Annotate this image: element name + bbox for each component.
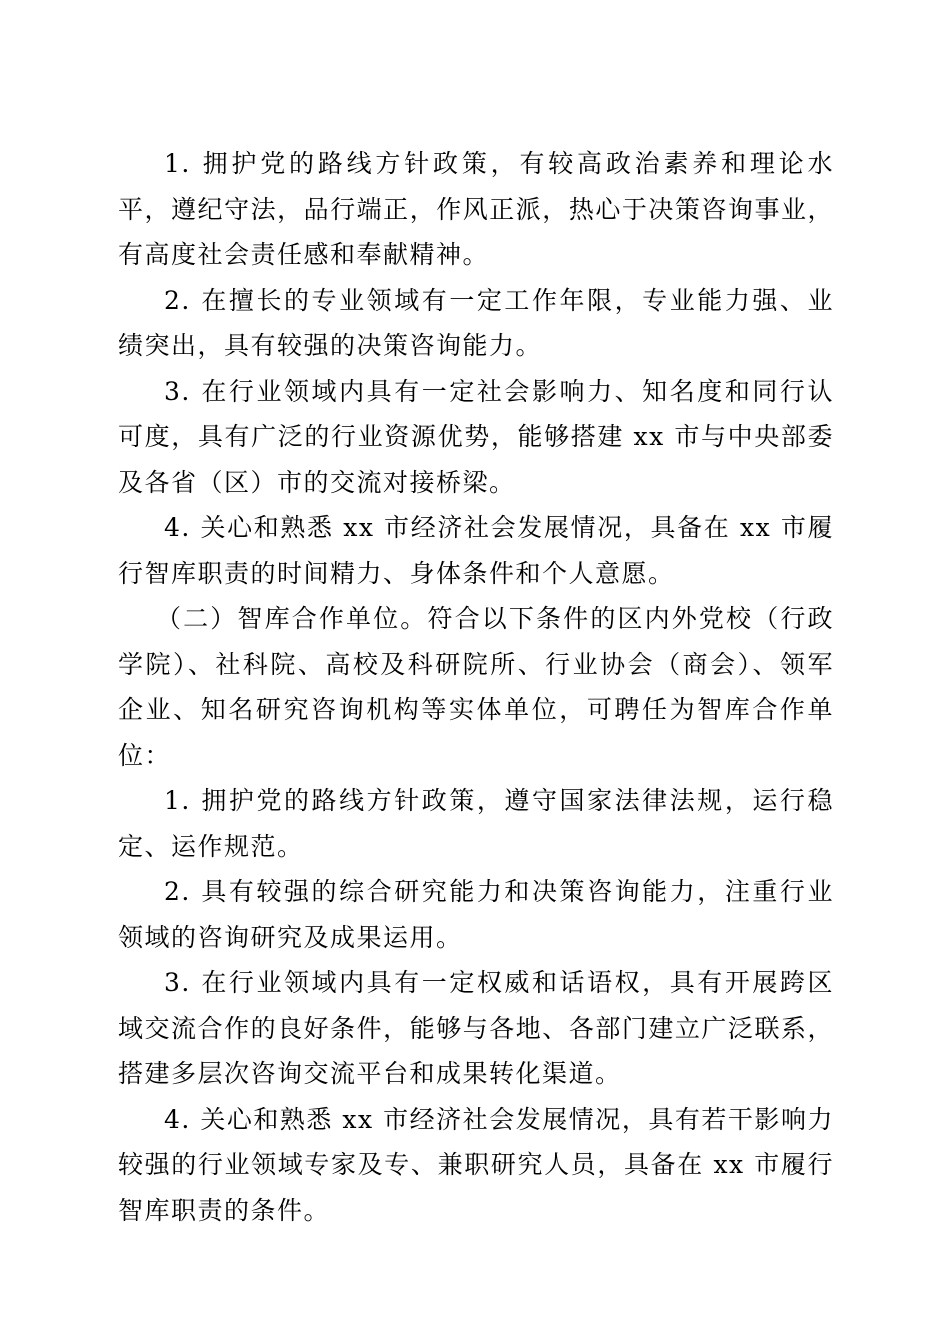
individual-criterion-3: 3. 在行业领域内具有一定社会影响力、知名度和同行认可度，具有广泛的行业资源优势，能够搭建 xx 市与中央部委及各省（区）市的交流对接桥梁。 xyxy=(118,376,834,497)
individual-criterion-1: 1. 拥护党的路线方针政策，有较高政治素养和理论水平，遵纪守法，品行端正，作风正派，热心于决策咨询事业，有高度社会责任感和奉献精神。 xyxy=(118,149,834,269)
unit-criterion-4: 4. 关心和熟悉 xx 市经济社会发展情况，具有若干影响力较强的行业领域专家及专、兼职研究人员，具备在 xx 市履行智库职责的条件。 xyxy=(118,1104,834,1225)
unit-criterion-2: 2. 具有较强的综合研究能力和决策咨询能力，注重行业领域的咨询研究及成果运用。 xyxy=(118,877,834,952)
individual-criterion-2: 2. 在擅长的专业领域有一定工作年限，专业能力强、业绩突出，具有较强的决策咨询能力。 xyxy=(118,285,834,360)
unit-criterion-1: 1. 拥护党的路线方针政策，遵守国家法律法规，运行稳定、运作规范。 xyxy=(118,786,834,861)
section-heading-partner-units: （二）智库合作单位。符合以下条件的区内外党校（行政学院）、社科院、高校及科研院所、行业协会（商会）、领军企业、知名研究咨询机构等实体单位，可聘任为智库合作单位： xyxy=(118,604,834,770)
document-body xyxy=(118,141,834,1233)
unit-criterion-3: 3. 在行业领域内具有一定权威和话语权，具有开展跨区域交流合作的良好条件，能够与各地、各部门建立广泛联系，搭建多层次咨询交流平台和成果转化渠道。 xyxy=(118,968,834,1088)
individual-criterion-4: 4. 关心和熟悉 xx 市经济社会发展情况，具备在 xx 市履行智库职责的时间精力、身体条件和个人意愿。 xyxy=(118,513,834,588)
